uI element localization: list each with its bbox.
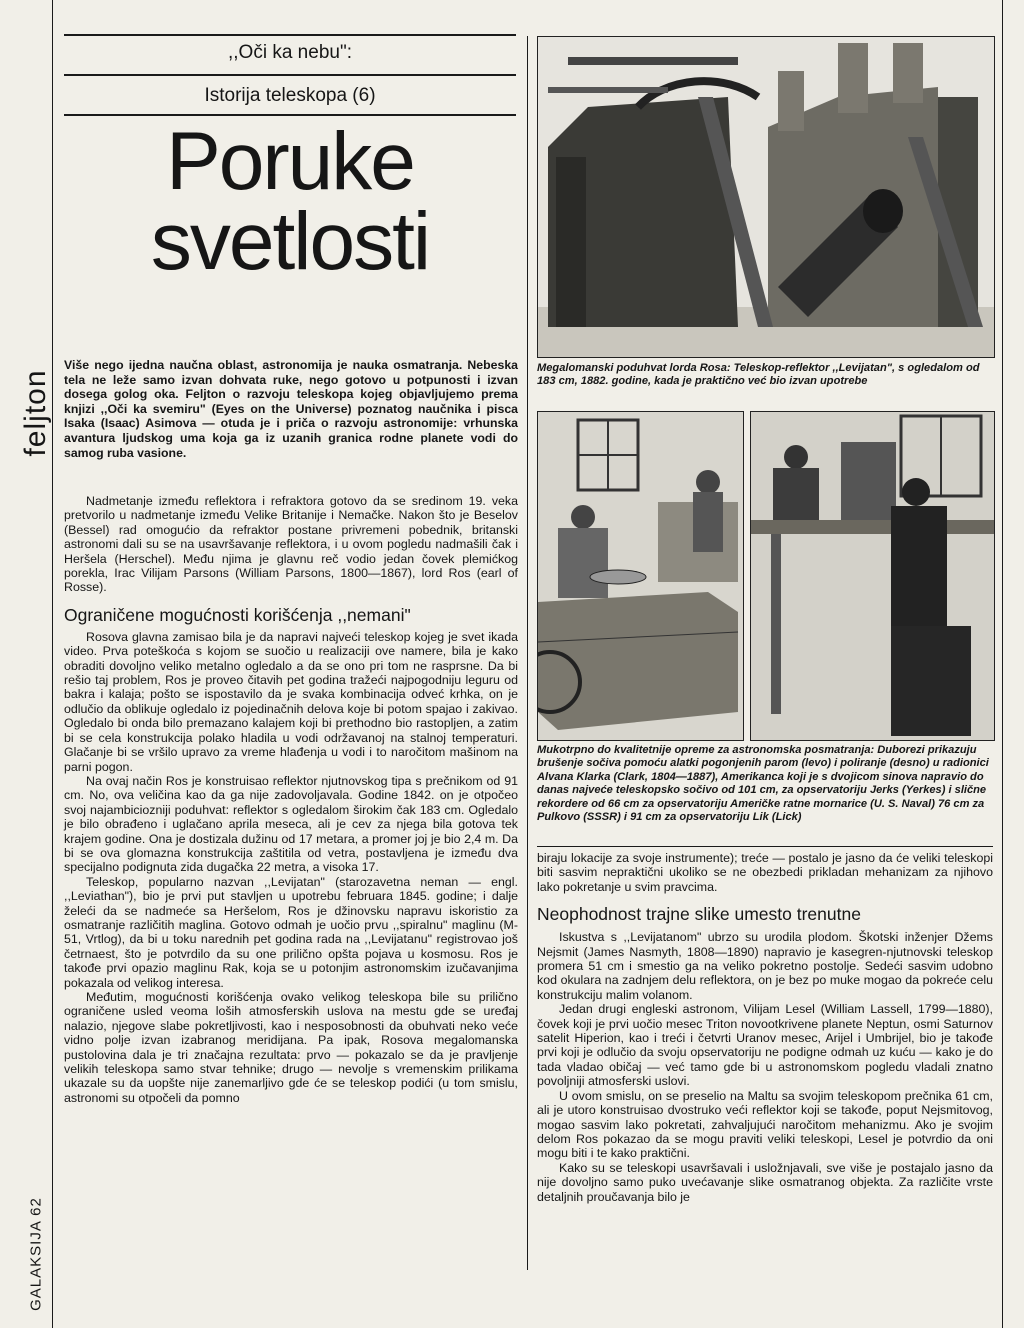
lens-polishing-engraving	[750, 411, 995, 741]
magazine-footer: GALAKSIJA 62	[27, 1197, 45, 1311]
top-photo-caption: Megalomanski poduhvat lorda Rosa: Teleskop-reflektor ,,Levijatan", s ogledalom od 183 cm, 1882. godine, kada je praktično već bio izvan upotrebe	[537, 362, 980, 388]
caption-rule	[537, 846, 993, 847]
series-title: ,,Oči ka nebu":	[228, 42, 352, 63]
paragraph: biraju lokacije za svoje instrumente); treće — postalo je jasno da će veliki teleskopi biti sasvim nepraktični ukoliko se ne obezbedi prikladan mehanizam za njihovo lako pokretanje u svim pravcima.	[537, 851, 993, 894]
right-column	[537, 851, 993, 1204]
paragraph: Kako su se teleskopi usavršavali i usložnjavali, sve više je postajalo jasno da nije dovoljno samo puko uvećavanje slike osmatranog objekta. Za različite vrste detaljnih proučavanja bilo je	[537, 1160, 993, 1204]
lens-grinding-engraving	[537, 411, 744, 741]
series-subtitle: Istorija teleskopa (6)	[204, 85, 376, 106]
paragraph: U ovom smislu, on se preselio na Maltu sa svojim teleskopom prečnika 61 cm, ali je utoro konstruisao dvostruko veći reflektor koji se takođe, poput Nejsmitovog, mogao sasvim lako pokretati, zahvaljujući naročitom mehanizmu. Ako je svojim delom Ros pokazao da se mogu praviti veliki teleskopi, Lesel je potvrdio da oni mogu biti i te kako praktični.	[537, 1088, 993, 1161]
engraving-caption: Mukotrpno do kvalitetnije opreme za astronomska posmatranja: Duborezi prikazuju brušenje sočiva pomoću alatki pogonjenih parom (levo) i poliranje (desno) u radionici Alvana Klarka (Clark, 1804—1887), Amerikanca koji je s dvojicom sinova napravio do danas najveće teleskopsko sočivo od 101 cm, za opservatoriju Jerks (Yerkes) i slične rekordere od 66 cm za opservatoriju Američke ratne mornarice (U. S. Naval) 76 cm za Pulkovo (SSSR) i 91 cm za opservatoriju Lik (Lick)	[537, 744, 989, 824]
paragraph: Teleskop, popularno nazvan ,,Levijatan" (starozavetna neman — engl. ,,Leviathan"), bio je prvi put stavljen u upotrebu februara 1845. godine; i dalje želeći da se nadmeće sa Heršelom, Ros je džinovsku napravu iskoristio za osmatranje različitih maglina. Gotovo odmah je uočio prvu ,,spiralnu" maglinu (M-51, Vrtlog), da bi u toku narednih pet godina rada na ,,Levijatanu" registrovao još četrnaest, što je potvrdilo da su one prilično opšta pojava u kosmosu. Ros je takođe prvi opazio maglinu Rak, koja se u potonjim astronomskim izučavanjima pokazala od velikog interesa.	[64, 874, 518, 990]
lead-paragraph: Više nego ijedna naučna oblast, astronomija je nauka osmatranja. Nebeska tela ne leže samo izvan dohvata ruke, nego gotovo u potpunosti i izvan dosega golog oka. Feljton o razvoju teleskopa kojeg objavljujemo prema knjizi ,,Oči ka svemiru" (Eyes on the Universe) poznatog naučnika i pisca Isaka (Isaac) Asimova — otuda je i priča o razvoju astronomije: vrhunska avantura ljudskog uma koja ga iz uzanih granica rodne planete vodi do samog ruba vasione.	[64, 358, 518, 460]
paragraph: Rosova glavna zamisao bila je da napravi najveći teleskop kojeg je svet ikada video. Prva poteškoća s kojom se suočio u realizaciji ove namere, bila je kako obraditi dovoljno veliko metalno ogledalo a da se ono pri tom ne rasprsne. Da bi rešio taj problem, Ros je proveo čitavih pet godina tražeći najpogodniju leguru od bakra i kalaja; pošto se ispostavilo da je svaka kombinacija odveć krhka, on je odlučio da oblikuje ogledalo iz pojedinačnih delova koje bi potom spajao i zakivao. Ogledalo bi onda bilo premazano kalajem koji bi prethodno bio rastopljen, a zatim bi se cela konstrukcija polako hladila u vodi održavanoj na stalnoj temperaturi. Glačanje bi se vršilo upravo za vreme hlađenja u vodi i to naročitom mašinom na parni pogon.	[64, 629, 518, 774]
header-rule-mid	[64, 74, 516, 76]
paragraph: Međutim, mogućnosti korišćenja ovako velikog teleskopa bile su prilično ograničene usled veoma loših atmosferskih uslova na mestu gde se uređaj nalazio, njegove slabe pokretljivosti, kao i nesposobnosti da obuhvati neko veće vidno polje izvan izabranog meridijana. Pa ipak, Rosova megalomanska pustolovina dala je tri značajna rezultata: prvo — pokazalo se da je pravljenje velikih teleskopa samo stvar tehnike; drugo — nevolje s vremenskim prilikama ukazale su da uopšte nije zanemarljivo gde će se teleskop podići (u tom smislu, astronomi su otpočeli da pomno	[64, 990, 518, 1105]
paragraph: Iskustva s ,,Levijatanom" ubrzo su urodila plodom. Škotski inženjer Džems Nejsmit (James Nasmyth, 1808—1890) napravio je kasegren-njutnovski teleskop promera 51 cm i smestio ga na veliko pokretno postolje. Sedeći sasvim udobno kod okulara na zadnjem delu reflektora, on je bez po muke mogao da pokreće celu konstrukciju malim volanom.	[537, 930, 993, 1002]
paragraph: Na ovaj način Ros je konstruisao reflektor njutnovskog tipa s prečnikom od 91 cm. No, ova veličina kao da ga nije zadovoljavala. Godine 1842. on je otpočeo svoj najambiciozniji poduhvat: reflektor s ogledalom širokim čak 183 cm. Ogledalo je bilo obrađeno i uglačano aprila meseca, ali je cev za njega bila gotova tek krajem godine. Ona je dostizala dužinu od 17 metara, a promer joj je bio 2,4 m. Da bi se ova glomazna konstrukcija zaštitila od vetra, postavljena je između dva specijalno podignuta zida dugačka 22 metra, a visoka 17.	[64, 773, 518, 875]
left-column	[64, 494, 518, 1105]
column-divider	[527, 36, 528, 1270]
left-margin-rule	[52, 0, 53, 1328]
section-heading: Neophodnost trajne slike umesto trenutne	[537, 904, 861, 925]
section-label: feljton	[19, 369, 52, 457]
leviathan-telescope-photo	[537, 36, 995, 358]
paragraph: Jedan drugi engleski astronom, Vilijam Lesel (William Lassell, 1799—1880), čovek koji je prvi uočio mesec Triton novootkrivene planete Neptun, osmi Saturnov satelit Hiperion, kao i treći i četvrti Uranov mesec, Arijel i Umbrijel, bio je takođe prvi koji je odlučio da svoju opservatoriju ne podigne odmah uz kuću — kako je do tada vladao običaj — već tamo gde bi u astronomskom pogledu vladali znatno povoljniji atmosferski uslovi.	[537, 1002, 993, 1089]
right-margin-rule	[1002, 0, 1003, 1328]
paragraph: Nadmetanje između reflektora i refraktora gotovo da se sredinom 19. veka pretvorilo u nadmetanje između Velike Britanije i Nemačke. Nakon što je Beselov (Bessel) rad omogućio da refraktor postane privremeni pobednik, britanski astronomi dali su se na usavršavanje reflektora, i u ovom pogledu nadmašili čak i Heršela (Herschel). Među njima je glavnu reč vodio jedan čovek plemićkog porekla, Irac Vilijam Parsons (William Parsons, 1800—1867), lord Ros (earl of Rosse).	[64, 494, 518, 595]
headline-line-1: Poruke	[166, 116, 414, 207]
headline-line-2: svetlosti	[150, 196, 430, 287]
section-heading: Ograničene mogućnosti korišćenja ,,nemani"	[64, 604, 411, 625]
header-rule-top	[64, 34, 516, 36]
